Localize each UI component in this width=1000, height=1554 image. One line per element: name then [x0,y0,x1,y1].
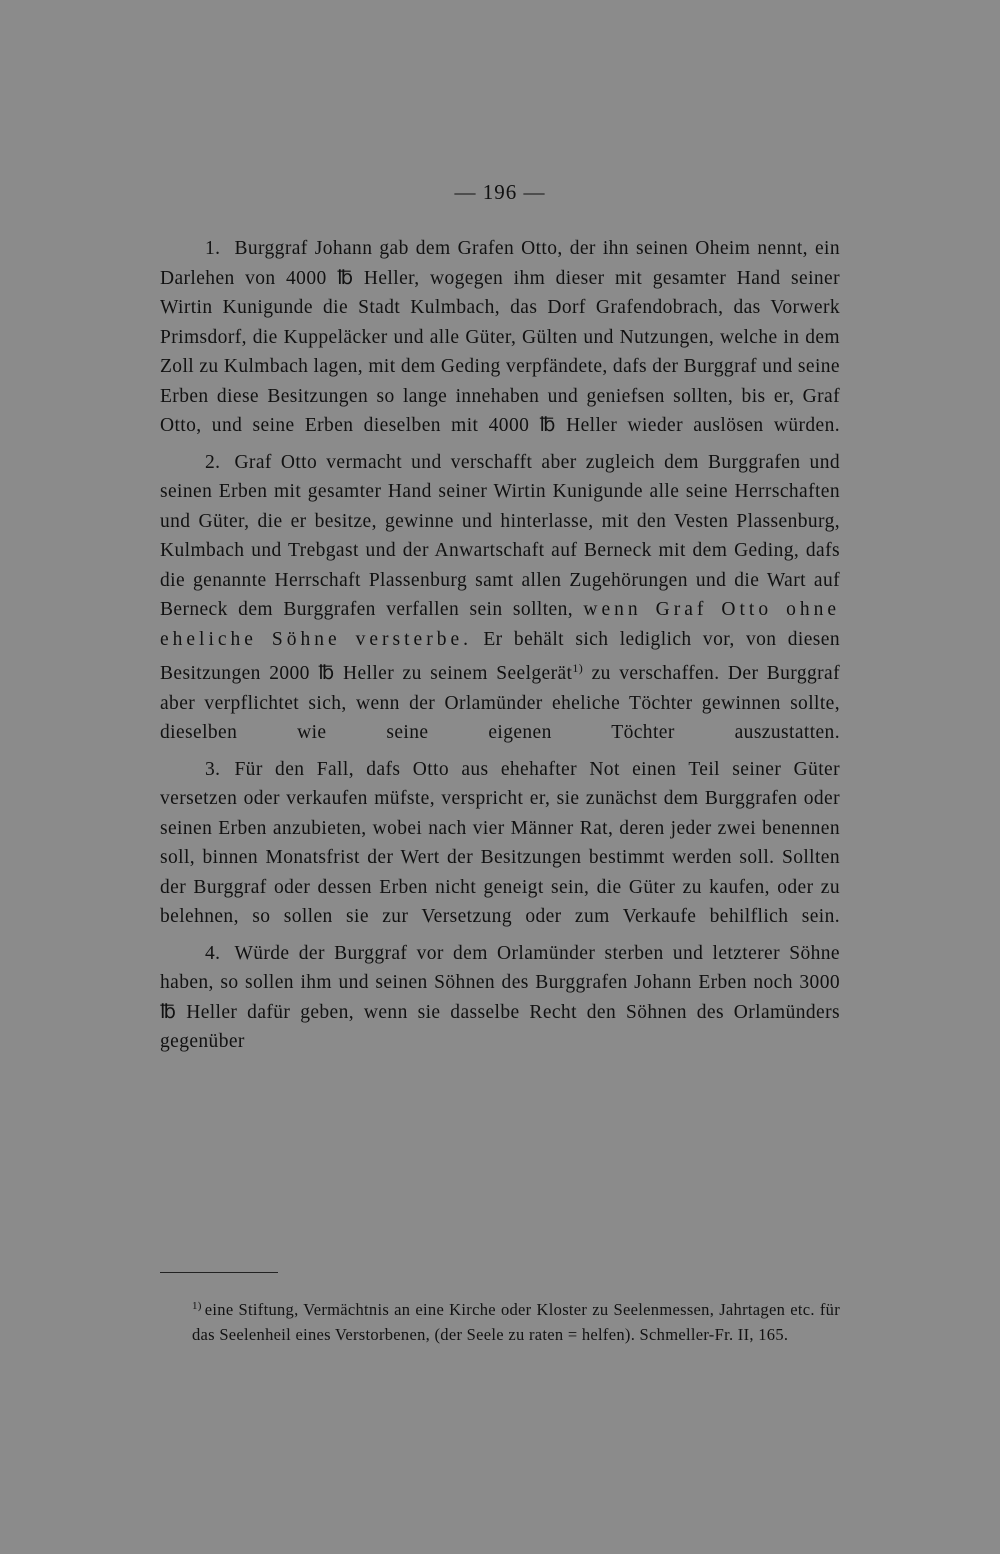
paragraph-text: zu verschaffen. Der Burggraf aber verpflichtet sich, wenn der Orlamünder eheliche Töchter gewinnen sollte, dieselben wie seine eigenen Töchter auszustatten. [160,663,840,743]
paragraph-text: Würde der Burggraf vor dem Orlamünder sterben und letzterer Söhne haben, so sollen ihm und seinen Söhnen des Burggrafen Johann Erben noch 3000 ℔ Heller dafür geben, wenn sie dasselbe Recht den Söhnen des Orlamünders gegenüber [160,942,840,1052]
paragraph-1 [160,234,840,441]
paragraph-number: 2. [205,451,221,473]
paragraph-text: Graf Otto vermacht und verschafft aber zugleich dem Burggrafen und seinen Erben mit gesamter Hand seiner Wirtin Kunigunde alle seine Herrschaften und Güter, die er besitze, gewinne und hinterlasse, mit den Vesten Plassenburg, Kulmbach und Trebgast und der Anwartschaft auf Berneck mit dem Geding, dafs die genannte Herrschaft Plassenburg samt allen Zugehörungen und die Wart auf Berneck dem Burggrafen verfallen sein sollten, [160,451,840,620]
paragraph-text: Burggraf Johann gab dem Grafen Otto, der ihn seinen Oheim nennt, ein Darlehen von 4000 ℔ Heller, wogegen ihm dieser mit gesamter Hand seiner Wirtin Kunigunde die Stadt Kulmbach, das Dorf Grafendobrach, das Vorwerk Primsdorf, die Kuppeläcker und alle Güter, Gülten und Nutzungen, welche in dem Zoll zu Kulmbach lagen, mit dem Geding verpfändete, dafs der Burggraf und seine Erben diese Besitzungen so lange innehaben und geniefsen sollten, bis er, Graf Otto, und seine Erben dieselben mit 4000 ℔ Heller wieder auslösen würden. [160,238,840,436]
footnote-reference[interactable]: 1) [572,661,584,675]
paragraph-text: Er behält sich lediglich vor, von diesen Besitzungen 2000 ℔ Heller zu seinem Seelgerät [160,628,840,684]
body-text [160,234,840,1064]
footnote-mark: 1) [192,1300,202,1312]
paragraph-number: 3. [205,758,221,780]
paragraph-2 [160,448,840,748]
footnote-divider [160,1272,278,1273]
paragraph-number: 4. [205,942,221,964]
paragraph-3 [160,755,840,932]
page-number: — 196 — [454,180,546,204]
footnote-text: eine Stiftung, Vermächtnis an eine Kirche oder Kloster zu Seelenmessen, Jahrtagen etc. für das Seelenheil eines Verstorbenen, (der Seele zu raten = helfen). Schmeller-Fr. II, 165. [192,1300,840,1344]
paragraph-text: Für den Fall, dafs Otto aus ehehafter Not einen Teil seiner Güter versetzen oder verkaufen müfste, verspricht er, sie zunächst dem Burggrafen oder seinen Erben anzubieten, wobei nach vier Männer Rat, deren jeder zwei benennen soll, binnen Monatsfrist der Wert der Besitzungen bestimmt werden soll. Sollten der Burggraf oder dessen Erben nicht geneigt sein, die Güter zu kaufen, oder zu belehnen, so sollen sie zur Versetzung oder zum Verkaufe behilflich sein. [160,758,840,927]
footnote [192,1294,840,1347]
paragraph-4 [160,939,840,1057]
paragraph-number: 1. [205,238,221,259]
spaced-emphasis-text: wenn Graf Otto ohne eheliche Söhne versterbe. [160,599,840,650]
